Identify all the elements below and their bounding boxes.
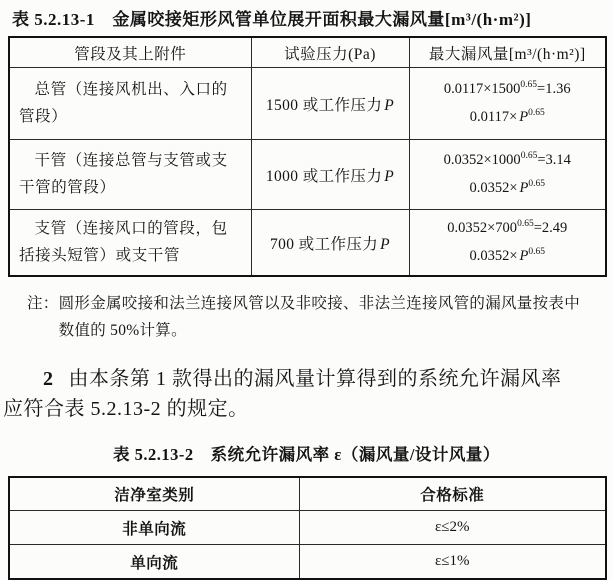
pressure-text: 1500 或工作压力 (265, 96, 383, 114)
table1-title: 表 5.2.13-1 金属咬接矩形风管单位展开面积最大漏风量[m³/(h·m²)] (12, 10, 532, 29)
note-label: 注： (27, 295, 59, 312)
formula-line2 (411, 175, 605, 203)
table2-header-row (9, 477, 606, 511)
table2-leak-rate-table (8, 476, 607, 580)
table-row-trunk-duct (9, 140, 606, 210)
formula-result: =3.14 (537, 151, 571, 168)
formula-cell (409, 68, 606, 140)
table1-header-pressure: 试验压力(Pa) (251, 37, 409, 68)
formula-base: 0.0352× (469, 179, 518, 196)
formula-result: =1.36 (537, 80, 571, 97)
table1-note (27, 290, 613, 344)
formula-exponent: 0.65 (520, 80, 538, 91)
table1-header-row (9, 37, 606, 68)
table2-header-room-type: 洁净室类别 (9, 477, 299, 511)
table1-header-duct: 管段及其上附件 (9, 37, 251, 68)
table-row-branch-duct (9, 210, 606, 277)
pressure-cell (251, 68, 409, 140)
formula-cell (409, 210, 606, 277)
duct-cell: 总管（连接风机出、入口的管段） (9, 68, 251, 140)
formula-exponent: 0.65 (528, 246, 546, 257)
formula-variable: P (519, 179, 529, 196)
formula-variable: P (519, 108, 529, 125)
formula-line2 (411, 243, 605, 271)
formula-exponent: 0.65 (517, 219, 534, 230)
formula-base: 0.0117× (469, 108, 518, 125)
standard-cell: ε≤2% (299, 511, 606, 545)
formula-cell (409, 140, 606, 210)
note-text (59, 290, 580, 344)
table1-leakage-table (8, 36, 607, 277)
clause-number: 2 (43, 368, 54, 391)
clause-text-line2: 应符合表 5.2.13-2 的规定。 (3, 398, 249, 421)
formula-line1 (411, 147, 605, 175)
formula-exponent: 0.65 (528, 107, 545, 118)
table2-title: 表 5.2.13-2 系统允许漏风率 ε（漏风量/设计风量） (113, 445, 500, 465)
pressure-text: 1000 或工作压力 (265, 167, 383, 185)
standard-cell: ε≤1% (299, 545, 606, 580)
table-row-main-duct (9, 68, 606, 140)
pressure-variable: P (384, 96, 395, 114)
pressure-variable: P (384, 167, 395, 185)
table-row-unidirectional (9, 545, 606, 580)
pressure-text: 700 或工作压力 (269, 235, 379, 253)
duct-cell: 干管（连接总管与支管或支干管的管段） (9, 140, 251, 210)
table-row-non-unidirectional (9, 511, 606, 545)
formula-result: =2.49 (533, 219, 568, 236)
formula-base: 0.0352×1000 (443, 151, 521, 168)
table1-header-leakage: 最大漏风量[m³/(h·m²)] (409, 37, 606, 68)
pressure-cell (251, 140, 409, 210)
document-page (0, 5, 613, 572)
formula-base: 0.0352× (469, 247, 518, 264)
formula-line1 (411, 76, 605, 104)
formula-line2 (411, 104, 605, 132)
table2-header-standard: 合格标准 (299, 477, 606, 511)
duct-cell: 支管（连接风口的管段，包括接头短管）或支干管 (9, 210, 251, 277)
room-type-cell: 单向流 (9, 545, 299, 580)
formula-base: 0.0117×1500 (443, 80, 521, 97)
formula-exponent: 0.65 (520, 151, 538, 162)
formula-exponent: 0.65 (528, 178, 546, 189)
formula-line1 (411, 215, 605, 243)
note-line1: 圆形金属咬接和法兰连接风管以及非咬接、非法兰连接风管的漏风量按表中 (58, 295, 581, 312)
pressure-variable: P (380, 235, 391, 253)
clause-text-line1: 由本条第 1 款得出的漏风量计算得到的系统允许漏风率 (68, 368, 562, 391)
formula-base: 0.0352×700 (447, 219, 518, 236)
note-line2: 数值的 50%计算。 (58, 322, 187, 340)
room-type-cell: 非单向流 (9, 511, 299, 545)
pressure-cell (251, 210, 409, 277)
clause-2-paragraph (3, 364, 610, 424)
formula-variable: P (519, 247, 529, 264)
